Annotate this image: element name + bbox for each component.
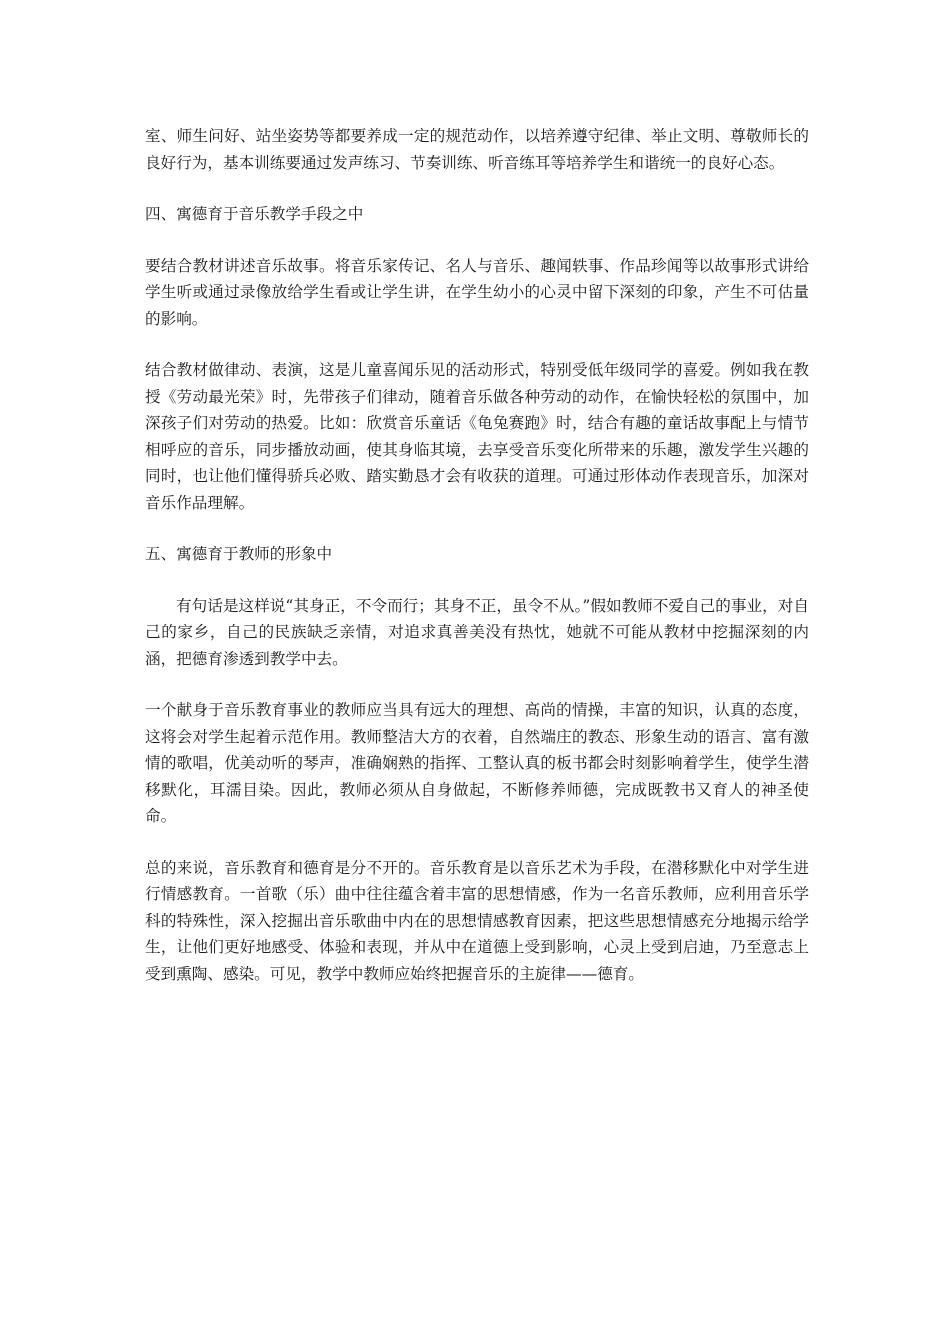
paragraph-rhythm-performance: 结合教材做律动、表演，这是儿童喜闻乐见的活动形式，特别受低年级同学的喜爱。例如我在教授《劳动最光荣》时，先带孩子们律动，随着音乐做各种劳动的动作，在愉快轻松的氛围中，加深孩子们对劳动的热爱。比如：欣赏音乐童话《龟兔赛跑》时，结合有趣的童话故事配上与情节相呼应的音乐，同步播放动画，使其身临其境，去享受音乐变化所带来的乐趣，激发学生兴趣的同时，也让他们懂得骄兵必败、踏实勤恳才会有收获的道理。可通过形体动作表现音乐，加深对音乐作品理解。	[145, 361, 809, 512]
section-heading-teaching-methods: 四、寓德育于音乐教学手段之中	[145, 205, 364, 223]
paragraph-conclusion: 总的来说，音乐教育和德育是分不开的。音乐教育是以音乐艺术为手段，在潜移默化中对学生进行情感教育。一首歌（乐）曲中往往蕴含着丰富的思想情感，作为一名音乐教师，应利用音乐学科的特殊性，深入挖掘出音乐歌曲中内在的思想情感教育因素，把这些思想情感充分地揭示给学生，让他们更好地感受、体验和表现，并从中在道德上受到影响，心灵上受到启迪，乃至意志上受到熏陶、感染。可见，教学中教师应始终把握音乐的主旋律——德育。	[145, 858, 809, 983]
document-body	[145, 123, 809, 987]
paragraph-classroom-routine: 室、师生问好、站坐姿势等都要养成一定的规范动作，以培养遵守纪律、举止文明、尊敬师长的良好行为，基本训练要通过发声练习、节奏训练、听音练耳等培养学生和谐统一的良好心态。	[145, 127, 809, 172]
paragraph-teacher-example: 有句话是这样说“其身正，不令而行；其身不正，虽令不从。”假如教师不爱自己的事业，对自己的家乡，自己的民族缺乏亲情，对追求真善美没有热忱，她就不可能从教材中挖掘深刻的内涵，把德育渗透到教学中去。	[145, 596, 809, 668]
section-heading-teacher-image: 五、寓德育于教师的形象中	[145, 545, 333, 563]
paragraph-music-stories: 要结合教材讲述音乐故事。将音乐家传记、名人与音乐、趣闻轶事、作品珍闻等以故事形式讲给学生听或通过录像放给学生看或让学生讲，在学生幼小的心灵中留下深刻的印象，产生不可估量的影响。	[145, 256, 809, 328]
paragraph-teacher-qualities: 一个献身于音乐教育事业的教师应当具有远大的理想、高尚的情操，丰富的知识，认真的态度，这将会对学生起着示范作用。教师整洁大方的衣着，自然端庄的教态、形象生动的语言、富有激情的歌唱，优美动听的琴声，准确娴熟的指挥、工整认真的板书都会时刻影响着学生，使学生潜移默化，耳濡目染。因此，教师必须从自身做起，不断修养师德，完成既教书又育人的神圣使命。	[145, 701, 809, 825]
